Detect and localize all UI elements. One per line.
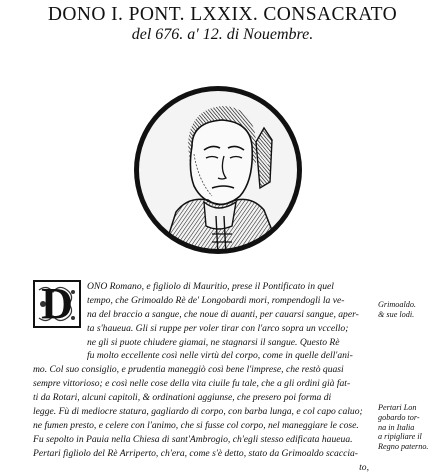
margin-note-line: gobardo tor-: [378, 412, 420, 422]
text-line: na del braccio a sangue, che noue di auanti, per cauarsi sangue, aper-: [87, 308, 359, 320]
margin-note-line: & sue lodi.: [378, 309, 415, 319]
page-title: DONO I. PONT. LXXIX. CONSACRATO: [47, 4, 398, 25]
text-line: ne fumen presto, e celere con l'animo, che si fusse col corpo, nel maneggiare le cose.: [33, 419, 359, 431]
text-line: ne gli si puote chiudere giamai, ne stagnarsi il sangue. Questo Rè: [87, 336, 340, 348]
text-line: ti da Rotari, alcuni capitoli, & ordinationi aggiunse, che presero poi forma di: [33, 392, 332, 404]
margin-note-line: na in Italia: [378, 422, 415, 432]
margin-note-line: Regno paterno.: [378, 442, 429, 452]
text-line: ONO Romano, e figliolo di Mauritio, prese il Pontificato in quel: [87, 281, 334, 292]
pope-portrait-woodcut-icon: [132, 84, 304, 256]
margin-note-grimoaldo: [378, 300, 442, 320]
initial-letter: D: [41, 279, 73, 328]
margin-note-line: Grimoaldo.: [378, 300, 416, 309]
text-line: sempre vittorioso; e così nelle cose della vita ciuile fu tale, che a gli ordini già fat-: [33, 378, 351, 390]
consecration-date: del 676. a' 12. di Nouembre.: [131, 26, 314, 43]
text-line: fu molto eccellente così nelle virtù del corpo, come in quelle dell'ani-: [87, 350, 353, 362]
biography-text: [33, 280, 373, 474]
margin-note-line: Pertari Lon: [378, 403, 417, 412]
text-line: legge. Fù di mediocre statura, gagliardo di corpo, con barba lunga, e col capo caluo;: [33, 406, 363, 418]
text-line: Pertari figliolo del Rè Arriperto, ch'era, come s'è detto, stato da Grimoaldo scaccia-: [33, 447, 359, 459]
text-line: ta s'haueua. Gli si ruppe per voler tirar con l'arco sopra un vccello;: [87, 322, 349, 334]
text-line: Fu sepolto in Pauia nella Chiesa di sant'Ambrogio, ch'egli stesso edificata haueua.: [33, 433, 353, 445]
margin-note-line: a ripigliare il: [378, 432, 422, 442]
margin-note-pertari: [378, 403, 442, 452]
text-line: tempo, che Grimoaldo Rè de' Longobardi mori, rompendogli la ve-: [87, 294, 345, 306]
text-line: mo. Col suo consiglio, e prudentia maneggiò così bene l'imprese, che restò quasi: [33, 364, 344, 376]
text-line: to,: [359, 461, 369, 473]
